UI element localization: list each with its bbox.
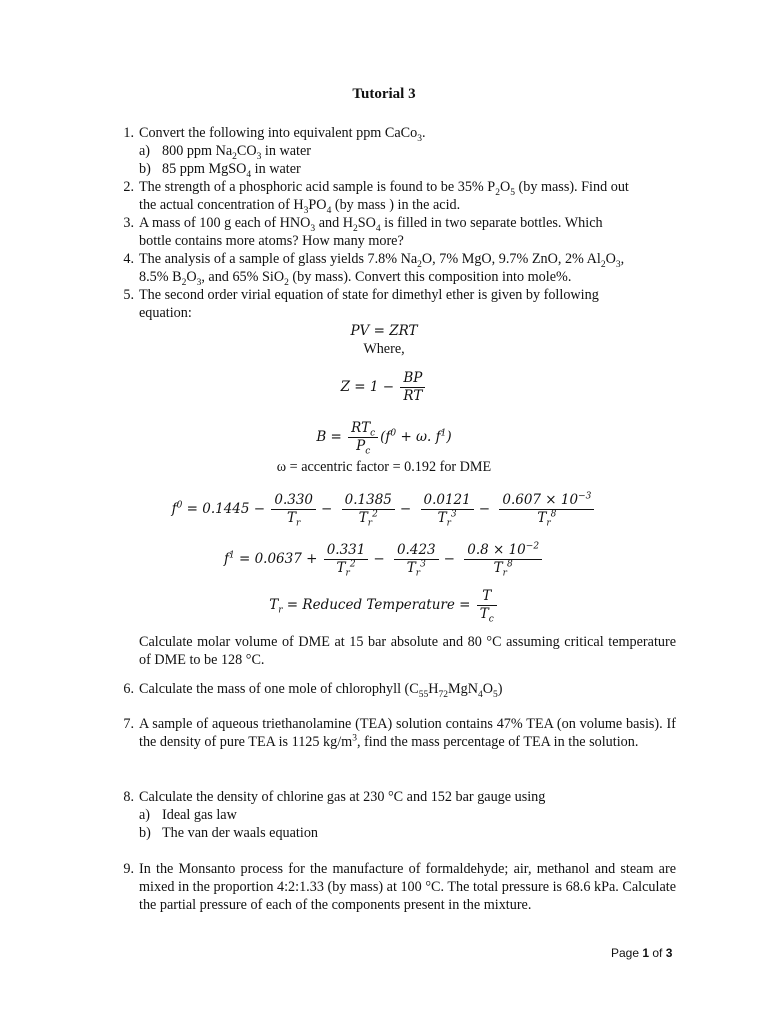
- equation-b: B = $\frac{RT_c}{P_c}$ ($f^0 + \omega$. $f^1$): [316, 420, 452, 457]
- question-4: [116, 250, 676, 286]
- question-2: [116, 178, 676, 214]
- where-label: Where,: [363, 341, 405, 357]
- question-7: [116, 715, 676, 751]
- question-9: [116, 860, 676, 914]
- f1-term: $\frac{0.423}{T_r^3}$: [394, 542, 439, 577]
- question-text: The analysis of a sample of glass yields 7.8% $Na_2O$, 7% MgO, 9.7% ZnO, 2% $Al_2O_3$, 8.5% $B_2O_3$, and 65% SiO$_2$ (by mass). Convert this composition into mole%.: [139, 251, 625, 288]
- f1-term: $\frac{0.331}{T_r^2}$: [324, 542, 369, 577]
- sub-item-a: a) 800 ppm $Na_2CO_3$ in water: [139, 143, 312, 162]
- f0-term: $\frac{0.1385}{T_r^2}$: [342, 492, 395, 527]
- question-3: [116, 214, 676, 250]
- equation-tr: $T_r$ = Reduced Temperature = $\frac{T}{T_c}$: [0, 588, 768, 623]
- question-text: Calculate the mass of one mole of chlorophyll $(C_{55}H_{72}MgN_4O_5)$: [139, 681, 503, 700]
- question-text: The strength of a phosphoric acid sample is found to be 35% $P_2O_5$ (by mass). Find out the actual concentration of $H_3PO_4$ (by mass ) in the acid.: [139, 179, 629, 216]
- question-text: In the Monsanto process for the manufacture of formaldehyde; air, methanol and steam are mixed in the proportion 4:2:1.33 (by mass) at 100 °C. The total pressure is 68.6 kPa. Calculate the partial pressure of each of the components present in the mixture.: [139, 861, 676, 913]
- question-5-calculation: Calculate molar volume of DME at 15 bar absolute and 80 °C assuming critical temperature of DME to be 128 °C.: [139, 634, 676, 668]
- sub-item-b: b) 85 ppm MgSO$_4$ in water: [139, 161, 301, 180]
- equation-f0: $f^0 = 0.1445$ − $\frac{0.330}{T_r}$ − $\frac{0.1385}{T_r^2}$ − $\frac{0.0121}{T_r^3}$ − $\frac{0.607 \times 10^{-3}}{T_r^8}$: [0, 492, 768, 527]
- sub-item-a: a) Ideal gas law: [139, 807, 237, 823]
- question-6: [116, 680, 676, 698]
- question-1: [116, 124, 676, 178]
- equation-f1: $f^1 = 0.0637$ + $\frac{0.331}{T_r^2}$ − $\frac{0.423}{T_r^3}$ − $\frac{0.8 \times 10^{-2}}{T_r^8}$: [0, 542, 768, 577]
- question-text: A sample of aqueous triethanolamine (TEA) solution contains 47% TEA (on volume basis). If the density of pure TEA is 1125 $kg/m^3$, find the mass percentage of TEA in the solution.: [139, 716, 676, 750]
- equation-pv-zrt: PV = ZRT: [350, 323, 418, 339]
- question-number: 2.: [123, 179, 134, 195]
- question-number: 5.: [123, 287, 134, 303]
- question-number: 7.: [123, 716, 134, 732]
- question-text: A mass of 100 g each of $HNO_3$ and $H_2SO_4$ is filled in two separate bottles. Which bottle contains more atoms? How many more?: [139, 215, 603, 249]
- equation-z: Z = 1 − $\frac{BP}{RT}$: [0, 370, 768, 405]
- question-number: 3.: [123, 215, 134, 231]
- f1-term: $\frac{0.8 \times 10^{-2}}{T_r^8}$: [464, 542, 542, 577]
- omega-definition: ω = accentric factor = 0.192 for DME: [276, 459, 492, 475]
- f0-term: $\frac{0.607 \times 10^{-3}}{T_r^8}$: [499, 492, 594, 527]
- question-number: 6.: [123, 681, 134, 697]
- sub-item-b: b) The van der waals equation: [139, 825, 319, 841]
- question-text: Convert the following into equivalent ppm CaCo$_3$.: [139, 125, 426, 144]
- question-text: The second order virial equation of state for dimethyl ether is given by following equation:: [139, 287, 599, 321]
- page-title: Tutorial 3: [352, 86, 416, 102]
- question-number: 8.: [123, 789, 134, 805]
- f0-term: $\frac{0.330}{T_r}$: [271, 492, 316, 527]
- question-number: 9.: [123, 861, 134, 877]
- question-text: Calculate the density of chlorine gas at 230 °C and 152 bar gauge using: [139, 789, 546, 805]
- f0-term: $\frac{0.0121}{T_r^3}$: [421, 492, 474, 527]
- question-5: [116, 286, 676, 322]
- question-number: 4.: [123, 251, 134, 267]
- page-footer: Page 1 of 3: [611, 946, 673, 960]
- question-8: [116, 788, 676, 842]
- question-number: 1.: [123, 125, 134, 141]
